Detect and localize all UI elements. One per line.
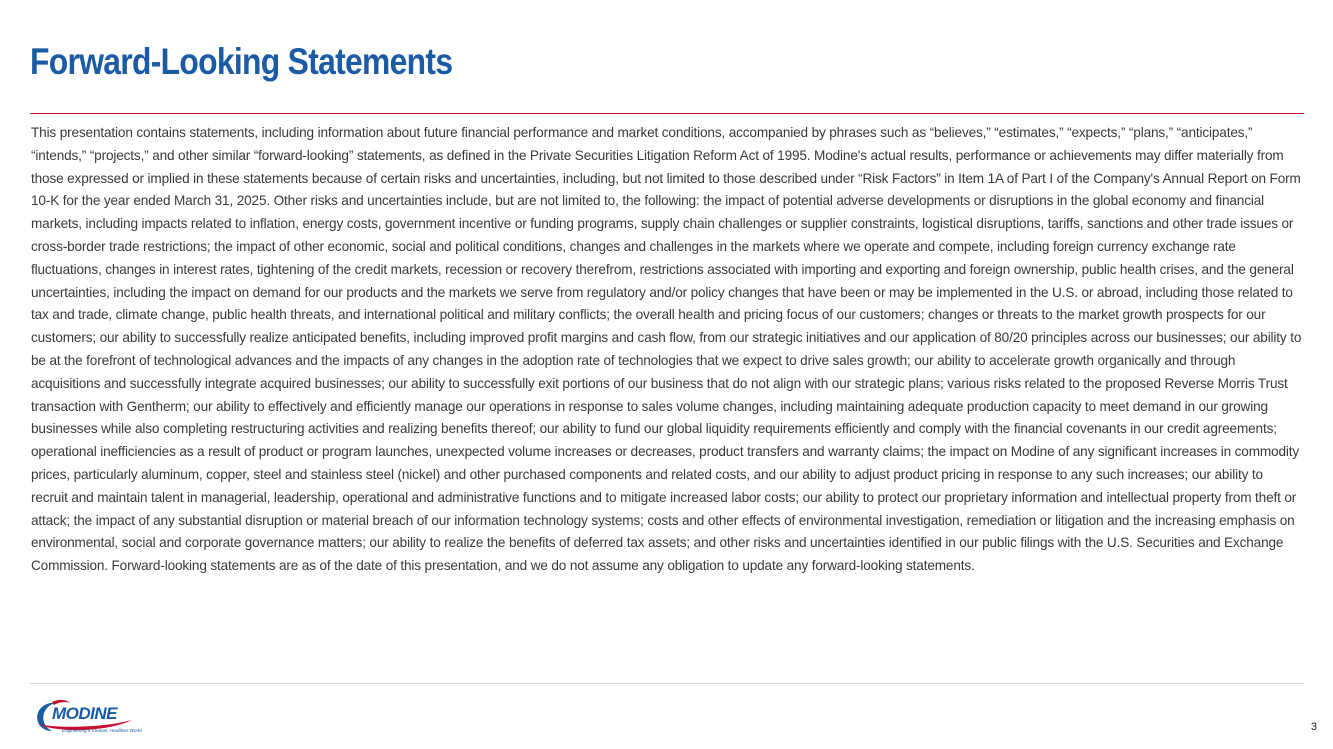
logo-tagline: Engineering a Cleaner, Healthier World [62,728,142,733]
modine-logo [32,696,162,736]
logo-wordmark: MODINE [52,704,117,723]
footer-divider [30,683,1304,684]
page-title: Forward-Looking Statements [30,41,453,82]
modine-logo-graphic [32,696,162,736]
title-divider [30,113,1304,114]
forward-looking-statement-body: This presentation contains statements, including information about future financial performance and market conditions, accompanied by phrases such as “believes,” “estimates,” “expects,” “plans,” “anticipates,” “intends,” “projects,” and other similar “forward-looking” statements, as defined in the Private Securities Litigation Reform Act of 1995. Modine's actual results, performance or achievements may differ materially from those expressed or implied in these statements because of certain risks and uncertainties, including, but not limited to those described under “Risk Factors” in Item 1A of Part I of the Company's Annual Report on Form 10-K for the year ended March 31, 2025. Other risks and uncertainties include, but are not limited to, the following: the impact of potential adverse developments or disruptions in the global economy and financial markets, including impacts related to inflation, energy costs, government incentive or funding programs, supply chain challenges or supplier constraints, logistical disruptions, tariffs, sanctions and other trade issues or cross-border trade restrictions; the impact of other economic, social and political conditions, changes and challenges in the markets where we operate and compete, including foreign currency exchange rate fluctuations, changes in interest rates, tightening of the credit markets, recession or recovery therefrom, restrictions associated with importing and exporting and foreign ownership, public health crises, and the general uncertainties, including the impact on demand for our products and the markets we serve from regulatory and/or policy changes that have been or may be implemented in the U.S. or abroad, including those related to tax and trade, climate change, public health threats, and international political and military conflicts; the overall health and pricing focus of our customers; changes or threats to the market growth prospects for our customers; our ability to successfully realize anticipated benefits, including improved profit margins and cash flow, from our strategic initiatives and our application of 80/20 principles across our businesses; our ability to be at the forefront of technological advances and the impacts of any changes in the adoption rate of technologies that we expect to drive sales growth; our ability to accelerate growth organically and through acquisitions and successfully integrate acquired businesses; our ability to successfully exit portions of our business that do not align with our strategic plans; various risks related to the proposed Reverse Morris Trust transaction with Gentherm; our ability to effectively and efficiently manage our operations in response to sales volume changes, including maintaining adequate production capacity to meet demand in our growing businesses while also completing restructuring activities and realizing benefits thereof; our ability to fund our global liquidity requirements efficiently and comply with the financial covenants in our credit agreements; operational inefficiencies as a result of product or program launches, unexpected volume increases or decreases, product transfers and warranty claims; the impact on Modine of any significant increases in commodity prices, particularly aluminum, copper, steel and stainless steel (nickel) and other purchased components and related costs, and our ability to adjust product pricing in response to any such increases; our ability to recruit and maintain talent in managerial, leadership, operational and administrative functions and to mitigate increased labor costs; our ability to protect our proprietary information and intellectual property from theft or attack; the impact of any substantial disruption or material breach of our information technology systems; costs and other effects of environmental investigation, remediation or litigation and the increasing emphasis on environmental, social and corporate governance matters; our ability to realize the benefits of deferred tax assets; and other risks and uncertainties identified in our public filings with the U.S. Securities and Exchange Commission. Forward-looking statements are as of the date of this presentation, and we do not assume any obligation to update any forward-looking statements. [31,125,1302,574]
page-number: 3 [1310,721,1317,733]
